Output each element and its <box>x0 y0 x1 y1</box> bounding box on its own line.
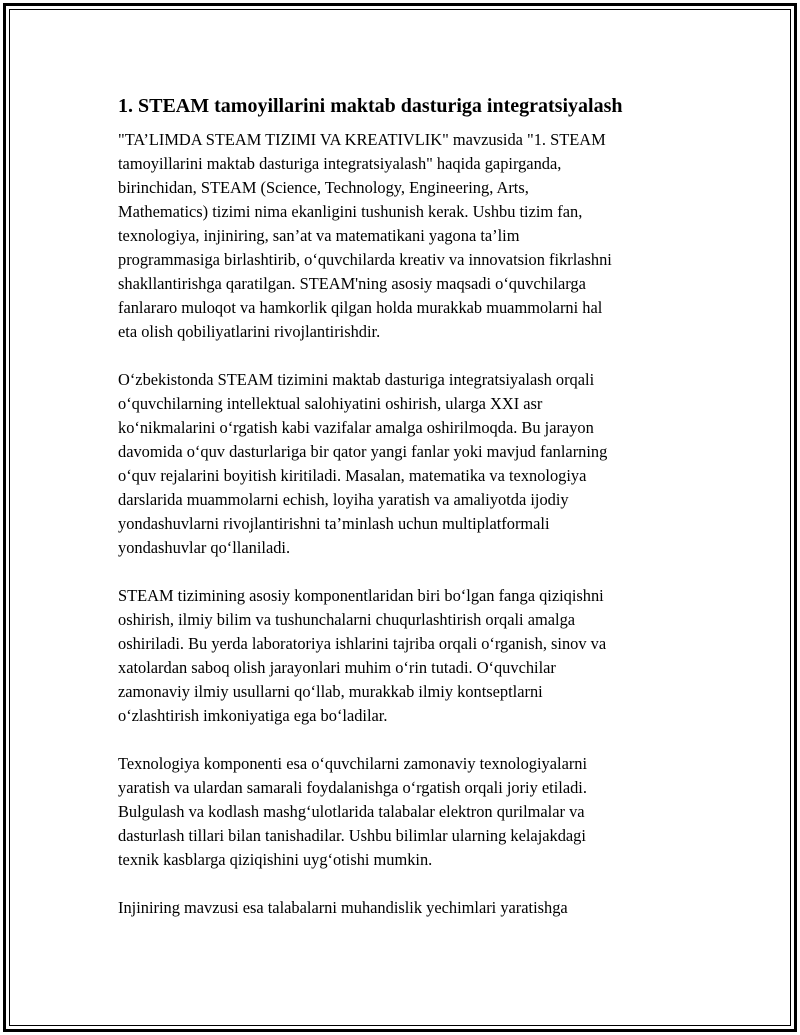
text-line: Mathematics) tizimi nima ekanligini tushunish kerak. Ushbu tizim fan, <box>118 202 583 221</box>
text-line: birinchidan, STEAM (Science, Technology, Engineering, Arts, <box>118 178 529 197</box>
paragraph-technology-component <box>118 752 683 872</box>
text-line: "TA’LIMDA STEAM TIZIMI VA KREATIVLIK" mavzusida "1. STEAM <box>118 130 606 149</box>
paragraph-steam-intro <box>118 128 683 344</box>
text-line: programmasiga birlashtirib, o‘quvchilarda kreativ va innovatsion fikrlashni <box>118 250 612 269</box>
text-line: STEAM tizimining asosiy komponentlaridan biri bo‘lgan fanga qiziqishni <box>118 586 604 605</box>
text-line: O‘zbekistonda STEAM tizimini maktab dasturiga integratsiyalash orqali <box>118 370 595 389</box>
text-line: fanlararo muloqot va hamkorlik qilgan holda murakkab muammolarni hal <box>118 298 603 317</box>
text-line: Texnologiya komponenti esa o‘quvchilarni zamonaviy texnologiyalarni <box>118 754 588 773</box>
text-line: yondashuvlar qo‘llaniladi. <box>118 538 291 557</box>
document-body <box>118 92 683 944</box>
text-line: o‘zlashtirish imkoniyatiga ega bo‘ladilar. <box>118 706 388 725</box>
paragraph-uzbekistan-integration <box>118 368 683 560</box>
text-line: eta olish qobiliyatlarini rivojlantirishdir. <box>118 322 381 341</box>
paragraph-engineering-component <box>118 896 683 920</box>
text-line: Bulgulash va kodlash mashg‘ulotlarida talabalar elektron qurilmalar va <box>118 802 585 821</box>
text-line: darslarida muammolarni echish, loyiha yaratish va amaliyotda ijodiy <box>118 490 569 509</box>
text-line: dasturlash tillari bilan tanishadilar. Ushbu bilimlar ularning kelajakdagi <box>118 826 586 845</box>
text-line: davomida o‘quv dasturlariga bir qator yangi fanlar yoki mavjud fanlarning <box>118 442 608 461</box>
text-line: tamoyillarini maktab dasturiga integratsiyalash" haqida gapirganda, <box>118 154 562 173</box>
text-line: oshiriladi. Bu yerda laboratoriya ishlarini tajriba orqali o‘rganish, sinov va <box>118 634 607 653</box>
text-line: yaratish va ulardan samarali foydalanishga o‘rgatish orqali joriy etiladi. <box>118 778 587 797</box>
text-line: oshirish, ilmiy bilim va tushunchalarni chuqurlashtirish orqali amalga <box>118 610 576 629</box>
text-line: yondashuvlarni rivojlantirishni ta’minlash uchun multiplatformali <box>118 514 550 533</box>
text-line: shakllantirishga qaratilgan. STEAM'ning asosiy maqsadi o‘quvchilarga <box>118 274 586 293</box>
text-line: o‘quvchilarning intellektual salohiyatini oshirish, ularga XXI asr <box>118 394 543 413</box>
text-line: xatolardan saboq olish jarayonlari muhim o‘rin tutadi. O‘quvchilar <box>118 658 556 677</box>
text-line: Injiniring mavzusi esa talabalarni muhandislik yechimlari yaratishga <box>118 898 568 917</box>
text-line: texnologiya, injiniring, san’at va matematikani yagona ta’lim <box>118 226 520 245</box>
paragraph-science-component <box>118 584 683 728</box>
text-line: o‘quv rejalarini boyitish kiritiladi. Masalan, matematika va texnologiya <box>118 466 587 485</box>
text-line: ko‘nikmalarini o‘rgatish kabi vazifalar amalga oshirilmoqda. Bu jarayon <box>118 418 594 437</box>
text-line: texnik kasblarga qiziqishini uyg‘otishi mumkin. <box>118 850 433 869</box>
page-title: 1. STEAM tamoyillarini maktab dasturiga integratsiyalash <box>118 95 623 117</box>
text-line: zamonaviy ilmiy usullarni qo‘llab, murakkab ilmiy kontseptlarni <box>118 682 543 701</box>
